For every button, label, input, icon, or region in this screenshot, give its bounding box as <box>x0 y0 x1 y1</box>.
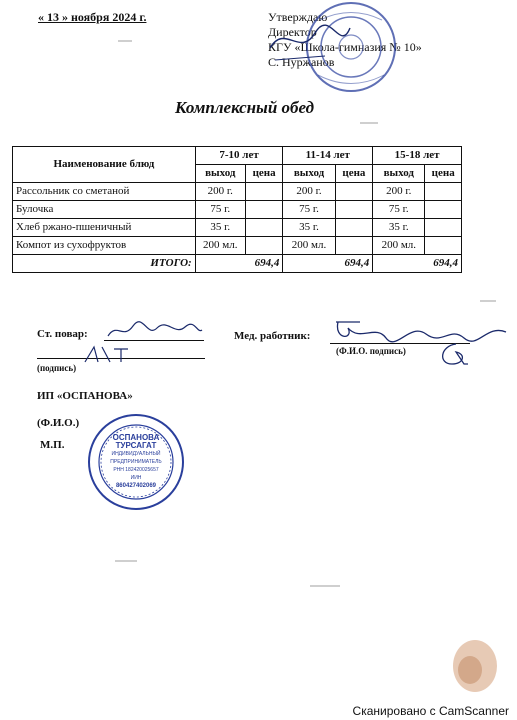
dish-price <box>425 219 462 237</box>
mp-label: М.П. <box>40 439 65 451</box>
dish-price <box>335 201 373 219</box>
dish-price <box>425 237 462 255</box>
stamp-line: ИИН <box>130 475 142 481</box>
dish-out: 200 г. <box>195 183 245 201</box>
dish-price <box>335 183 373 201</box>
col-header-age: 15-18 лет <box>373 147 462 165</box>
col-header-out: выход <box>195 165 245 183</box>
dish-price <box>425 201 462 219</box>
scan-noise <box>480 300 496 302</box>
dish-out: 200 мл. <box>283 237 335 255</box>
col-header-out: выход <box>373 165 425 183</box>
fio-label: (Ф.И.О.) <box>37 417 80 429</box>
chef-signature <box>105 318 205 344</box>
table-header-row <box>13 147 462 165</box>
approve-line: С. Нуржанов <box>268 55 335 69</box>
director-signature <box>265 18 355 68</box>
dish-price <box>245 219 283 237</box>
col-header-price: цена <box>425 165 462 183</box>
chef-label: Ст. повар: <box>37 328 88 340</box>
dish-out: 35 г. <box>373 219 425 237</box>
chef-podpis: (подпись) <box>37 363 77 373</box>
col-header-out: выход <box>283 165 335 183</box>
med-label: Мед. работник: <box>234 330 311 342</box>
total-label: ИТОГО: <box>13 255 196 273</box>
scan-noise <box>310 585 340 587</box>
total-value: 694,4 <box>283 255 373 273</box>
ip-stamp-text <box>100 434 172 490</box>
stamp-line: ПРЕДПРИНИМАТЕЛЬ <box>110 459 162 465</box>
table-row <box>13 237 462 255</box>
scan-noise <box>118 40 132 42</box>
med-initials <box>436 340 470 368</box>
scan-noise <box>360 122 378 124</box>
dish-price <box>335 219 373 237</box>
menu-table <box>12 146 462 273</box>
dish-out: 200 г. <box>373 183 425 201</box>
col-header-age: 11-14 лет <box>283 147 373 165</box>
stamp-line: ИНДИВИДУАЛЬНЫЙ <box>111 451 161 457</box>
col-header-price: цена <box>335 165 373 183</box>
ip-name: ИП «ОСПАНОВА» <box>37 390 133 402</box>
dish-name: Булочка <box>13 201 196 219</box>
total-value: 694,4 <box>195 255 283 273</box>
dish-out: 200 мл. <box>373 237 425 255</box>
approve-line: КГУ «Школа-гимназия № 10» <box>268 40 422 54</box>
dish-name: Компот из сухофруктов <box>13 237 196 255</box>
dish-out: 75 г. <box>283 201 335 219</box>
dish-price <box>245 201 283 219</box>
dish-price <box>245 237 283 255</box>
dish-out: 35 г. <box>195 219 245 237</box>
stamp-line: ТУРСАГАТ <box>115 441 157 450</box>
dish-price <box>335 237 373 255</box>
dish-out: 75 г. <box>373 201 425 219</box>
dish-out: 200 мл. <box>195 237 245 255</box>
med-signature <box>330 316 510 348</box>
coffee-stain <box>440 630 510 700</box>
stamp-line: РНН 182420025657 <box>113 467 159 473</box>
scan-noise <box>115 560 137 562</box>
stamp-line: ОСПАНОВА <box>112 433 160 442</box>
col-header-age: 7-10 лет <box>195 147 283 165</box>
chef-initials <box>80 344 140 366</box>
document-date: « 13 » ноября 2024 г. <box>38 10 147 24</box>
total-row <box>13 255 462 273</box>
table-row <box>13 219 462 237</box>
approve-line: Утверждаю <box>268 10 328 24</box>
stamp-line: 860427402069 <box>115 483 157 489</box>
table-row <box>13 183 462 201</box>
dish-out: 75 г. <box>195 201 245 219</box>
table-row <box>13 201 462 219</box>
ip-stamp <box>86 412 186 512</box>
approve-line: Директор <box>268 25 317 39</box>
dish-price <box>245 183 283 201</box>
dish-name: Хлеб ржано-пшеничный <box>13 219 196 237</box>
total-value: 694,4 <box>373 255 462 273</box>
dish-price <box>425 183 462 201</box>
dish-out: 200 г. <box>283 183 335 201</box>
col-header-name: Наименование блюд <box>13 147 196 183</box>
col-header-price: цена <box>245 165 283 183</box>
camscanner-footer <box>0 704 517 720</box>
dish-out: 35 г. <box>283 219 335 237</box>
footer-text: Сканировано с CamScanner <box>352 704 509 718</box>
dish-name: Рассольник со сметаной <box>13 183 196 201</box>
med-fio: (Ф.И.О. подпись) <box>336 346 406 356</box>
page-title: Комплексный обед <box>175 98 315 117</box>
